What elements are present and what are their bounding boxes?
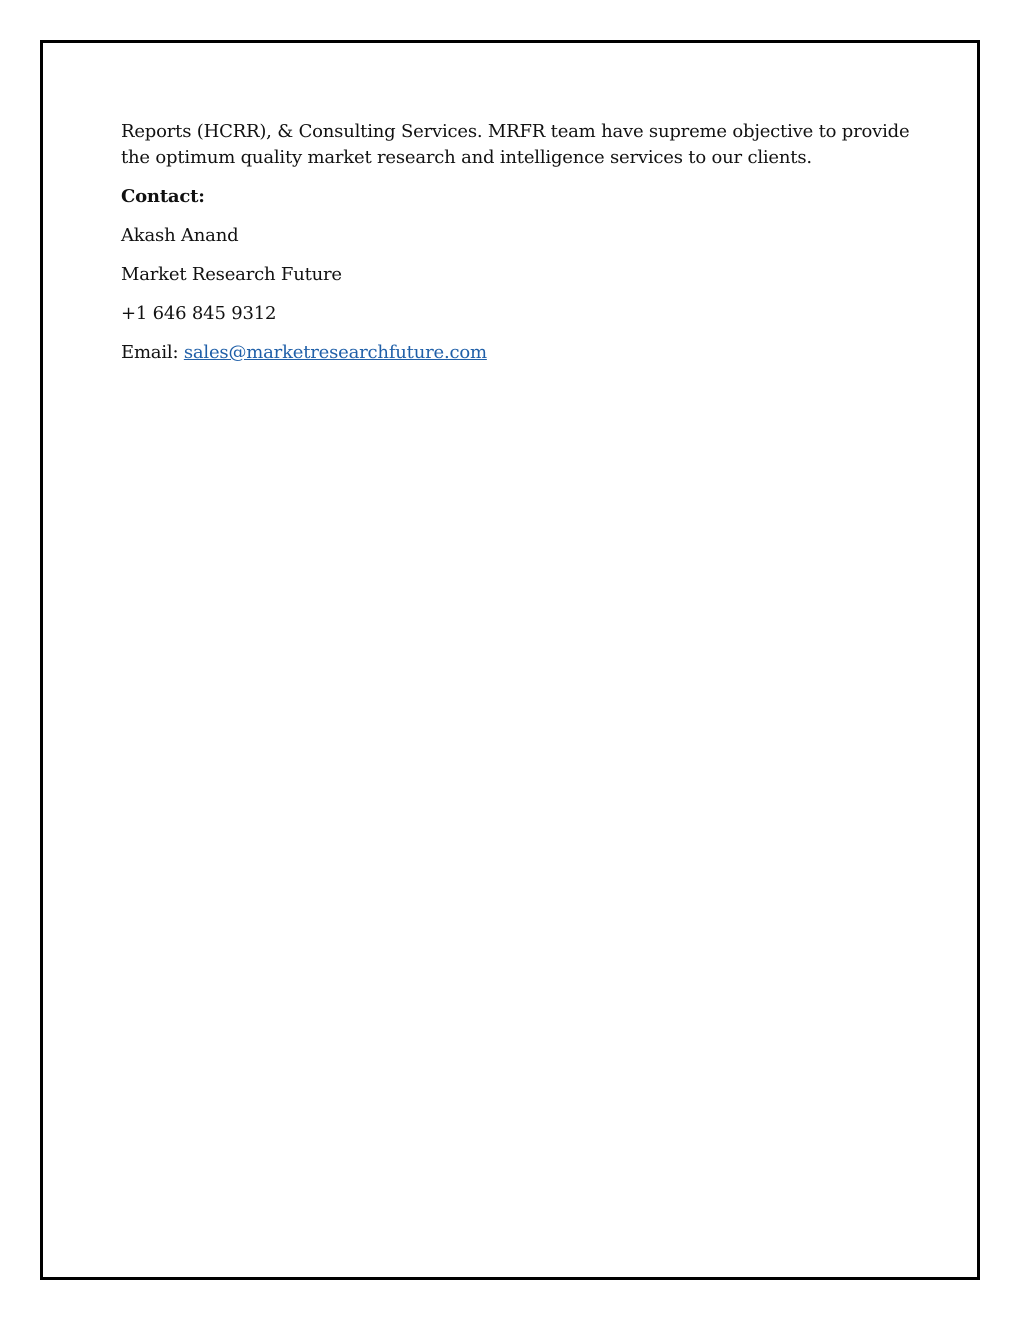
contact-name: Akash Anand (121, 225, 239, 246)
company-name: Market Research Future (121, 264, 342, 285)
document-body (121, 119, 921, 379)
intro-paragraph: Reports (HCRR), & Consulting Services. MRFR team have supreme objective to provide the optimum quality market research and intelligence services to our clients. (121, 121, 910, 168)
email-label: Email: (121, 342, 184, 363)
contact-heading: Contact: (121, 186, 205, 207)
email-line (121, 340, 921, 366)
phone-number: +1 646 845 9312 (121, 303, 277, 324)
email-link[interactable]: sales@marketresearchfuture.com (183, 342, 487, 363)
